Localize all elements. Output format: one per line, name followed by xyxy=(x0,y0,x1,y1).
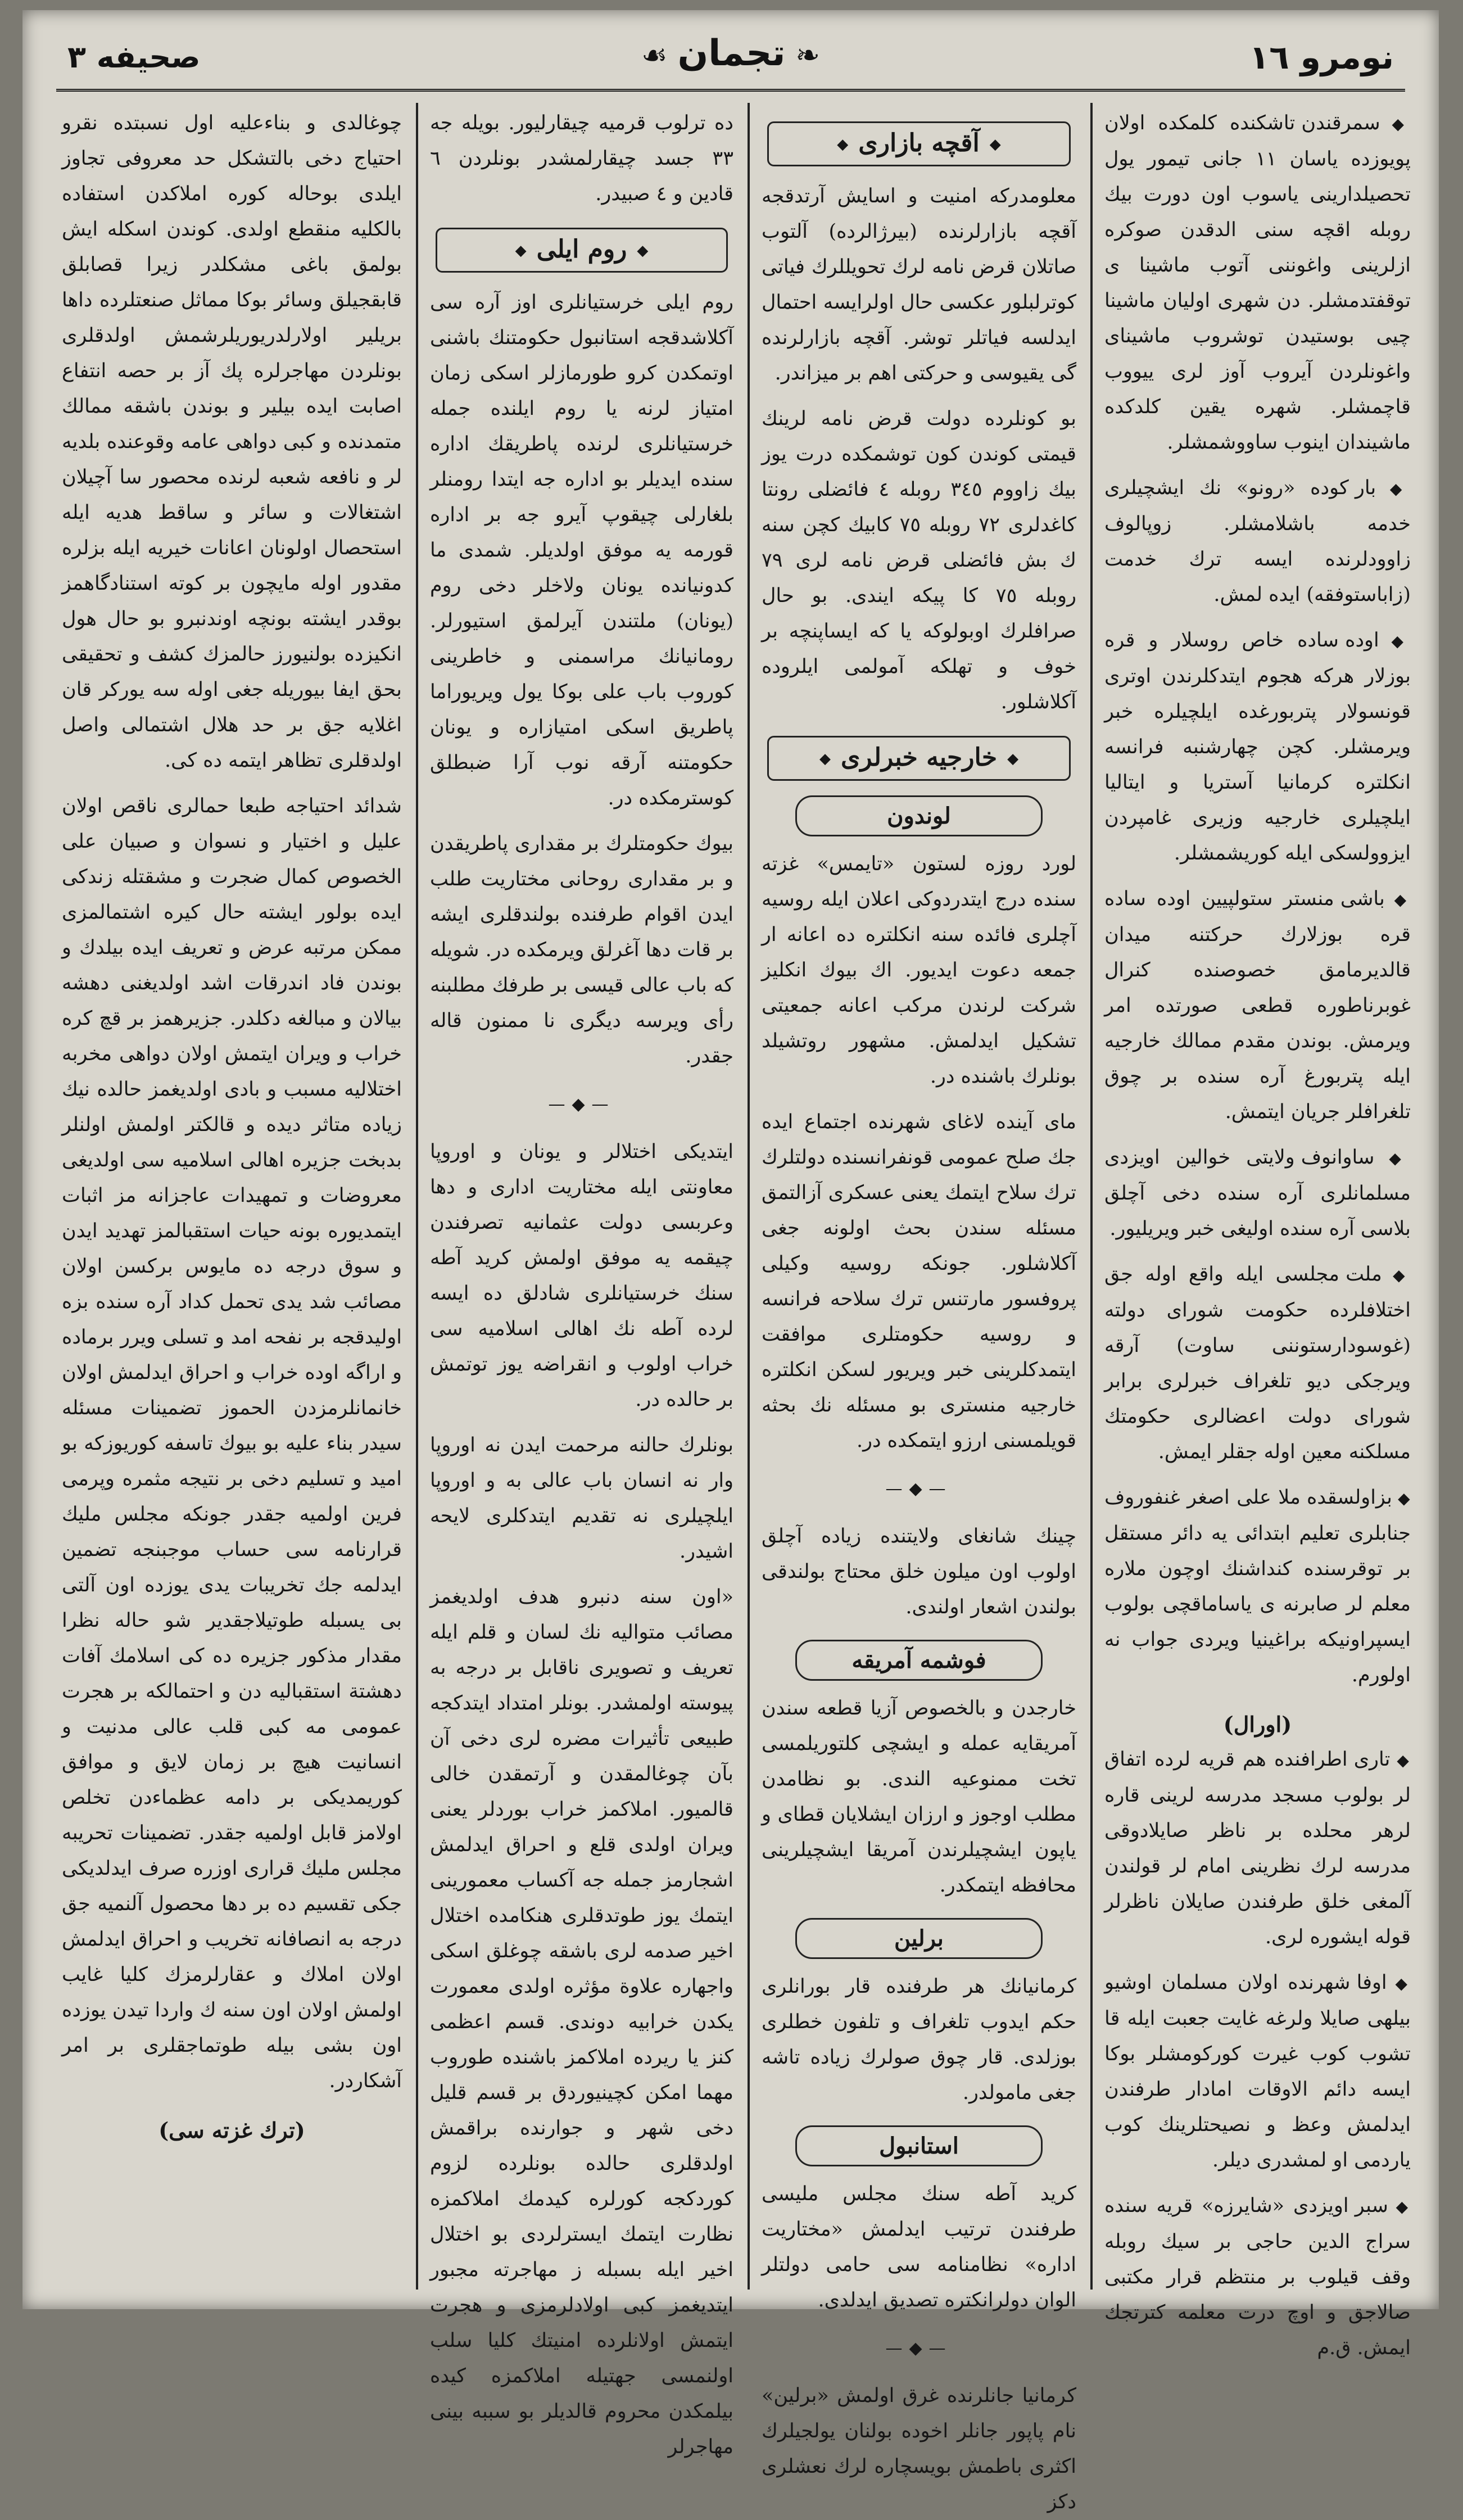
subheading: برلين xyxy=(795,1918,1043,1959)
subheading: استانبول xyxy=(795,2125,1043,2166)
section-heading: ◆ روم ايلى ◆ xyxy=(436,228,728,273)
article-paragraph: كريد آطه سنك مجلس مليسى طرفندن ترتيب ايدلمش «مختاريت اداره» نظامنامه سى حامى دولتلر الوان دولرانكتره تصديق ايدلدى. xyxy=(762,2183,1076,2311)
column-rule xyxy=(1090,103,1093,2290)
newspaper-title: ❧تجمان☙ xyxy=(641,33,820,74)
column-4 xyxy=(62,106,402,2287)
news-item: ◆ بزاولسقده ملا على اصغر غنفوروف جنابلرى تعليم ابتدائى يه دائر مستقل بر توقرسنده كنداشنك اوچون ملاره معلم لر صابرنه ى ياساماقچى بولوب ايسپراونيكه براغينيا ويردى جواب نه اولورم. xyxy=(1104,1480,1411,1693)
article-paragraph: بو كونلرده دولت قرض نامه لرينك قيمتى كوندن كون توشمكده درت يوز بيك زاووم ٣٤٥ روبله ٤ فائضلى رونتا كاغدلرى ٧٢ روبله ٧٥ كابيك كچن سنه ك بش فائضلى قرض نامه لرى ٧٩ روبله ٧٥ كا پيكه ايندى. بو حال صرافلرك اوبولوكه يا كه ايساپنچه بر خوف و تهلكه آمولمى ايلروده آكلاشلور. xyxy=(762,408,1076,713)
divider-ornament: —◆— xyxy=(548,1094,615,1114)
news-item: ◆ سمرقندن تاشكنده كلمكده اولان پويوزده ياسان ١١ جانى تيمور يول تحصيلدارينى ياسوب اون دورت بيك روبله اقچه سنى الدقدن صوكره ازلرينى واغوننى آتوب ماشينا ى توقفتدمشلر. دن شهرى اوليان ماشينا چيى بوستيدن توشروب ماشيناى واغونلردن آيروب آوز لرى ييووب قاچمشلر. شهره يقين كلدكده ماشيندان اينوب ساووشمشلر. xyxy=(1104,106,1411,460)
article-paragraph: چوغالدى و بناءعليه اول نسبتده نقرو احتياج دخى بالتشكل حد معروفى تجاوز ايلدى بوحاله كوره املاكدن استفاده بالكليه منقطع اولدى. كوندن اسكله ايش بولمق باغى مشكلدر زيرا قصابلق قابقجيلق وسائر بوكا مماثل صنعتلرده داها بريلير اولارلدريوريلرشمش اولدقلرى بونلردن مهاجرلره پك آز بر حصه انتفاع اصابت ايده بيلير و بوندن باشقه ممالك متمدنده و كبى دواهى عامه وقوعنده بلديه لر و نافعه شعبه لرنده محصور سا آچيلان اشتغالات و سائر و ساقط هديه ايله استحصال اولونان اعانات خيريه ايله بزلره مقدور اوله مايچون بر كوته استنادگاهمز بوقدر ايشته بونچه اوندنبرو بو حال هول انكيزده بولنيورز حالمزك كشف و تحقيقى بحق ايفا بيوريله جغى اوله سه يوركر قان اغلايه جق بر حد هلال اشتمالى واصل اولدقلرى تظاهر ايتمه ده كى. xyxy=(62,112,402,772)
article-paragraph: ايتديكى اختلالر و يونان و اوروپا معاونتى ايله مختاريت ادارى و دها وعربسى دولت عثمانيه تصرفندن چيقمه يه موفق اولمش كريد آطه سنك خرستيانلرى شادلق ده ايسه لرده آطه نك اهالى اسلاميه سى خراب اولوب و انقراضه يوز توتمش بر حالده در. xyxy=(430,1141,733,1411)
column-1 xyxy=(1104,106,1411,2359)
article-paragraph: بيوك حكومتلرك بر مقدارى پاطريقدن و بر مقدارى روحانى مختاريت طلب ايدن اقوام طرفنده بولندقلرى ايشه بر قات دها آغرلق ويرمكده در. شويله كه باب عالى قيسى بر طرفك مطلبنه رأى ويرسه ديگرى نا ممنون قاله جقدر. xyxy=(430,833,733,1067)
article-paragraph: خارجدن و بالخصوص آزيا قطعه سندن آمريقايه عمله و ايشچى كلتوريلمسى تخت ممنوعيه الندى. بو نظامدن مطلب اوجوز و ارزان ايشلايان قطاى و ياپون ايشچيلرندن آمريقا ايشچيلرينى محافظه ايتمكدر. xyxy=(762,1697,1076,1897)
article-paragraph: شدائد احتياجه طبعا حمالرى ناقص اولان عليل و اختيار و نسوان و صبيان على الخصوص كمال ضجرت و مشقتله زندكى ايده بولور ايشته حال كيره اشتمالمزى ممكن مرتبه عرض و تعريف ايده بيلدك و بوندن فاد اندرقات اشد اولديغنى دهشه بيالان و مبالغه دكلدر. جزيرهمز بر قچ كره خراب و ويران ايتمش اولان دواهى مخربه اختلاليه مسبب و بادى اولديغمز حالده نيك زياده متاثر ديده و قالكتر اولمش اولنلر بدبخت جزيره اهالى اسلاميه سى اولديغى معروضات و تمهيدات عاجزانه مز اثبات ايتمديوره بونه حيات استقبالمز تهديد ايدن و سوق درجه ده مايوس بركسن اولان مصائب شد يدى تحمل كداد آره سنده بزه اوليدقجه بر نفحه امد و تسلى ويرر برماده و اراگه اوده خراب و احراق ايدلمش اولان خانمانلرمزدن الحموز تضمينات مسئله سيدر بناء عليه بو بيوك تاسفه كوريوزكه بو اميد و تسليم دخى بر نتيجه مثمره وپرمى فرين اولميه جقدر جونكه مجلس مليك قرارنامه سى حساب موجبنجه تضمين ايدلمه جك تخريبات يدى يوزده اون آلتى بى يسبله طوتيلاجقدير شو حاله نظرا مقدار مذكور جزيره ده كى اسلامك آفات دهشتة استقباليه دن و احتمالكه بر هجرت عمومى مه كبى قلب عالى مدنيت و انسانيت هيچ بر زمان لايق و موافق كوريمديكى بر دامه عظماءدن تخلص اولامز قابل اولميه جقدر. تضمينات تحريبه مجلس مليك قرارى اوزره صرف ايدلديكى جكى تقسيم ده بر دها محصول آلنميه جق درجه به انصافانه تخريب و احراق ايدلمش اولان املاك و عقارلرمزك كليا غايب اولمش اولان اون سنه ك واردا تيدن يوزده اون بشى بيله طوتماجقلرى بر امر آشكاردر. xyxy=(62,795,402,2092)
article-paragraph: روم ايلى خرستيانلرى اوز آره سى آكلاشدقجه استانبول حكومتنك باشنى اوتمكدن كرو طورمازلر اسكى زمان امتياز لرنه يا روم ايلنده جمله خرستيانلرى لرنده پاطريقك اداره سنده ايديلر بو اداره جه ايتدا رومنلر بلغارلى چيقوپ آيرو جه بر اداره قورمه يه موفق اولديلر. شمدى ما كدونيانده يونان ولاخلر دخى روم (يونان) ملتندن آيرلمق استيورلر. رومانيانك مراسمنى و خاطرينى كوروب باب على بوكا يول ويريوراما پاطريق اسكى امتيازاره و يونان حكومتنه آرقه نوب آرا ضبطلق كوسترمكده در. xyxy=(430,291,733,809)
column-rule xyxy=(416,103,418,2290)
article-paragraph: «اون سنه دنبرو هدف اولديغمز مصائب متواليه نك لسان و قلم ايله تعريف و تصويرى ناقابل بر درجه به پيوسته اولمشدر. بونلر امتداد ايتدكجه طبيعى تأثيرات مضره لرى دخى آن بآن چوغالمقدن و آرتمقدن خالى قالميور. املاكمز خراب بوردلر يعنى ويران اولدى قلع و احراق ايدلمش اشجارمز جمله جه آكساب معمورينى ايتمك يوز طوتدقلرى هنكامده اختلال اخير صدمه لرى باشقه چوغلق اسكى واجهاره علاوة مؤثره اولدى معمورت يكدن خرابيه دوندى. قسم اعظمى كنز يا ريرده املاكمز باشنده طوروب مهما امكن كچينيوردق بر قسم قليل دخى شهر و جوارنده براقمش اولدقلرى حالده بونلرده لزوم كوردكجه كورلره كيدمك املاكمزه نظارت ايتمك ايسترلردى بو اختلال اخير ايله بسبله ز مهاجرته مجبور ايتديغمز كبى اولادلرمزى و هجرت ايتمش اولانلرده امنيتك كليا سلب اولنمسى جهتيله املاكمزه كيده بيلمكدن محروم قالديلر بو سببه بينى مهاجرلر xyxy=(430,1586,733,2458)
ornament-icon: ❧ xyxy=(795,39,820,73)
article-paragraph: ده ترلوب قرميه چيقارليور. بويله جه ٣٣ جسد چيقارلمشدر بونلردن ٦ قادين و ٤ صبيدر. xyxy=(430,112,733,205)
subheading: فوشمه آمريقه xyxy=(795,1640,1043,1681)
column-rule xyxy=(748,103,750,2290)
news-item: ◆ سبر اويزدى «شايرزه» قريه سنده سراج الدين حاجى بر سيك روبله وقف قيلوب بر منتظم قرار مكتبى صالاجق و اوچ درت معلمه كترتجك ايمش. ق.م xyxy=(1104,2188,1411,2366)
article-paragraph: معلومدركه امنيت و اسايش آرتدقجه آقچه بازارلرنده (بيرژالرده) آلتوب صاتلان قرض نامه لرك تحويللرك فياتى كوترلبلور عكسى حال اولرايسه احتمال ايدلسه فياتلر توشر. آقچه بازارلرنده گى يقيوسى و حركتى اهم بر ميزاندر. xyxy=(762,185,1076,384)
subheading: لوندون xyxy=(795,795,1043,836)
article-paragraph: بونلرك حالنه مرحمت ايدن نه اوروپا وار نه انسان باب عالى به و اوروپا ايلچيلرى نه تقديم ايتدكلرى لايحه اشيدر. xyxy=(430,1434,733,1563)
news-item: ◆ ملت مجلسى ايله واقع اوله جق اختلافلرده حكومت شوراى دولته (غوسودارستوننى ساوت) آرقه ويرجكى ديو تلغراف خبرلرى برابر شوراى دولت اعضالرى حكومتك مسلكنه معين اوله جقلر ايمش. xyxy=(1104,1257,1411,1470)
news-item: ◆ بار كوده «رونو» نك ايشچيلرى خدمه باشلامشلر. زوپالوف زاوودلرنده ايسه ترك خدمت (زاباستوفقه) ايده لمش. xyxy=(1104,470,1411,613)
section-heading: ◆ آقچه بازارى ◆ xyxy=(767,121,1071,166)
news-item: ◆ اوده ساده خاص روسلار و قره بوزلار هركه هجوم ايتدكلرندن اوترى قونسولار پتربورغده ايلچيلره خبر ويرمشلر. كچن چهارشنبه فرانسه انكلتره كرمانيا آستريا و ايتاليا ايلچيلرى خارجيه وزيرى غامپردن ايزوولسكى ايله كوريشمشلر. xyxy=(1104,623,1411,871)
column-2 xyxy=(762,106,1076,2513)
article-paragraph: كرمانيا جانلرنده غرق اولمش «برلين» نام پاپور جانلر اخوده بولنان يولجيلرك اكثرى باطمش بويسچاره لرك نعشلرى دكز xyxy=(762,2385,1076,2513)
newspaper-page xyxy=(22,10,1439,2513)
ornament-icon: ☙ xyxy=(641,39,668,73)
section-heading: ◆ خارجيه خبرلرى ◆ xyxy=(767,736,1071,781)
column-3 xyxy=(430,106,733,2458)
news-item: ◆ تارى اطرافنده هم قريه لرده اتفاق لر بولوب مسجد مدرسه لرينى قاره لرهر محلده بر ناظر صايلادوقى مدرسه لرك نظرينى امام لر قولندن آلمغى خلق طرفندن صايلان ناظرلر قوله ايشوره لرى. xyxy=(1104,1742,1411,1955)
issue-number: نومرو ١٦ xyxy=(1249,38,1394,76)
news-item: ◆ اوفا شهرنده اولان مسلمان اوشيو بيلهى صايلا ولرغه غايت جعبت ايله قا تشوب كوب غيرت كوركومشلر بوكا ايسه دائم الاوقات امادار طرفندن ايدلمش وعظ و نصيحتلرينك كوب ياردمى او لمشدرى ديلر. xyxy=(1104,1965,1411,2178)
news-item: ◆ باشى منستر ستولپيين اوده ساده قره بوزلارك حركتنه ميدان قالديرمامق خصوصنده كنرال غوبرناطوره قطعى صورتده امر ويرمش. بوندن مقدم ممالك خارجيه ايله پتربورغ آره سنده بر چوق تلغرافلر جريان ايتمش. xyxy=(1104,881,1411,1130)
article-paragraph: ماى آينده لاغاى شهرنده اجتماع ايده جك صلح عمومى قونفرانسنده دولتلرك ترك سلاح ايتمك يعنى عسكرى آزالتمق مسئله سندن بحث اولونه جغى آكلاشلور. جونكه روسيه وكيلى پروفسور مارتنس ترك سلاحه فرانسه و روسيه حكومتلرى موافقت ايتمدكلرينى خبر ويريور لسكن انكلتره خارجيه منسترى بو مسئله نك بحثه قويلمسنى ارزو ايتمكده در. xyxy=(762,1111,1076,1452)
news-item: ◆ ساوانوف ولايتى خوالين اويزدى مسلمانلرى آره سنده دخى آچلق بلاسى آره سنده اوليغى خبر ويريليور. xyxy=(1104,1140,1411,1247)
article-paragraph: چينك شانغاى ولايتنده زياده آچلق اولوب اون ميلون خلق محتاج بولندقى بولندن اشعار اولندى. xyxy=(762,1525,1076,1618)
article-paragraph: كرمانيانك هر طرفنده قار بورانلرى حكم ايدوب تلغراف و تلفون خطلرى بوزلدى. قار چوق صولرك زياده تاشه جغى مامولدر. xyxy=(762,1975,1076,2104)
source-line: (ترك غزته سى) xyxy=(158,2118,305,2143)
divider-ornament: —◆— xyxy=(885,2338,953,2358)
divider-ornament: —◆— xyxy=(885,1479,953,1499)
masthead xyxy=(56,27,1405,92)
article-paragraph: لورد روزه لستون «تايمس» غزته سنده درج ايتدردوكى اعلان ايله روسيه آچلرى فائده سنه انكلتره ده اعانه ار جمعه دعوت ايديور. اك بيوك انكليز شركت لرندن مركب اعانه جمعيتى تشكيل ايدلمش. مشهور روتشيلد بونلرك باشنده در. xyxy=(762,853,1076,1088)
source-line: (اورال) xyxy=(1223,1712,1292,1737)
page-number: صحيفه ٣ xyxy=(67,39,201,75)
